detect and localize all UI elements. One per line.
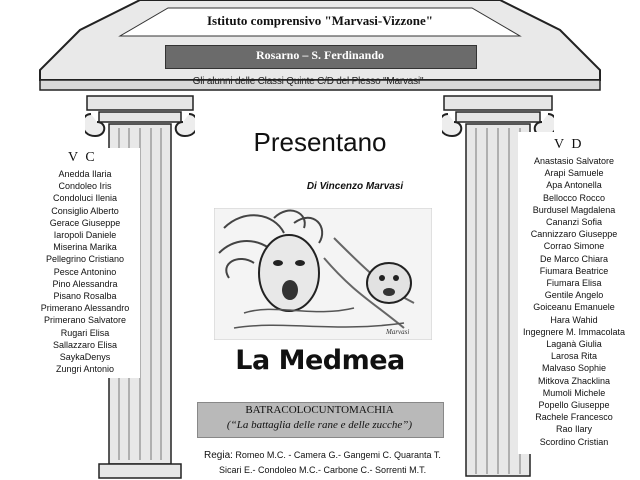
subtitle-line-2: (“La battaglia delle rane e delle zucche”) [226, 419, 413, 431]
credits-line-2: Sicari E.- Condoleo M.C.- Carbone C.- Sorrenti M.T. [219, 465, 427, 475]
student-name: Anedda Ilaria [58, 169, 112, 179]
class-vc-title: V C [68, 150, 97, 165]
author-credit: Di Vincenzo Marvasi [306, 181, 404, 192]
class-vd-list [513, 155, 635, 448]
student-name: SaykaDenys [59, 352, 111, 363]
classes-subtitle: Gli alunni delle Classi Quinte C/D del Plesso "Marvasi" [192, 76, 424, 87]
student-name: Fiumara Beatrice [539, 265, 609, 276]
student-name: Cannizzaro Giuseppe [530, 229, 618, 240]
play-title: La Medmea [235, 345, 405, 376]
class-vd-title: V D [554, 137, 584, 152]
student-name: Pesce Antonino [53, 266, 117, 277]
student-name: Cananzi Sofia [545, 217, 603, 228]
student-name: Popello Giuseppe [538, 400, 610, 411]
credits-line-1 [204, 450, 440, 461]
student-name: De Marco Chiara [539, 253, 609, 264]
student-name: Sallazzaro Elisa [52, 339, 118, 350]
student-name: Bellocco Rocco [542, 192, 606, 203]
student-name: Rugari Elisa [60, 327, 110, 338]
credits-names-1: Romeo M.C. - Camera G.- Gangemi C. Quaranta T. [235, 450, 441, 460]
medusa-illustration [214, 208, 432, 340]
student-name: Ingegnere M. Immacolata [522, 326, 626, 337]
student-name: Rao Ilary [555, 424, 592, 435]
student-name: Primerano Alessandro [40, 303, 130, 314]
student-name: Pino Alessandra [52, 278, 118, 289]
student-name: Burdusel Magdalena [532, 204, 616, 215]
student-name: Primerano Salvatore [43, 315, 127, 326]
credits-label: Regia: [204, 450, 233, 461]
student-name: Apa Antonella [546, 180, 602, 191]
student-name: Gerace Giuseppe [49, 217, 121, 228]
student-name: Goiceanu Emanuele [533, 302, 615, 313]
student-name: Corrao Simone [543, 241, 605, 252]
student-name: Malvaso Sophie [541, 363, 607, 374]
subtitle-line-1: BATRACOLOCUNTOMACHIA [245, 404, 394, 416]
student-name: Larosa Rita [550, 351, 598, 362]
presenting-heading: Presentano [253, 127, 387, 157]
student-name: Mumoli Michele [542, 387, 606, 398]
student-name: Zungri Antonio [55, 364, 115, 375]
illustration-signature: Marvasi [386, 328, 410, 336]
student-name: Gentile Angelo [544, 290, 604, 301]
student-name: Pellegrino Cristiano [45, 254, 125, 265]
student-name: Mitkova Zhacklina [537, 375, 611, 386]
student-name: Anastasio Salvatore [533, 156, 615, 166]
student-name: Iaropoli Daniele [53, 230, 117, 241]
student-name: Arapi Samuele [544, 168, 604, 179]
location-text: Rosarno – S. Ferdinando [255, 48, 385, 62]
school-name: Istituto comprensivo "Marvasi-Vizzone" [206, 13, 433, 28]
student-name: Condoleo Iris [58, 181, 112, 192]
student-name: Fiumara Elisa [546, 278, 602, 289]
student-name: Condoluci Ilenia [52, 193, 118, 204]
student-name: Rachele Francesco [535, 412, 613, 423]
student-name: Laganà Giulia [546, 339, 602, 350]
student-name: Consiglio Alberto [51, 205, 119, 216]
student-name: Hara Wahid [550, 314, 598, 325]
student-name: Pisano Rosalba [53, 291, 117, 302]
student-name: Miserina Marika [53, 242, 117, 253]
class-vc-list [30, 168, 140, 375]
student-name: Scordino Cristian [539, 436, 609, 447]
